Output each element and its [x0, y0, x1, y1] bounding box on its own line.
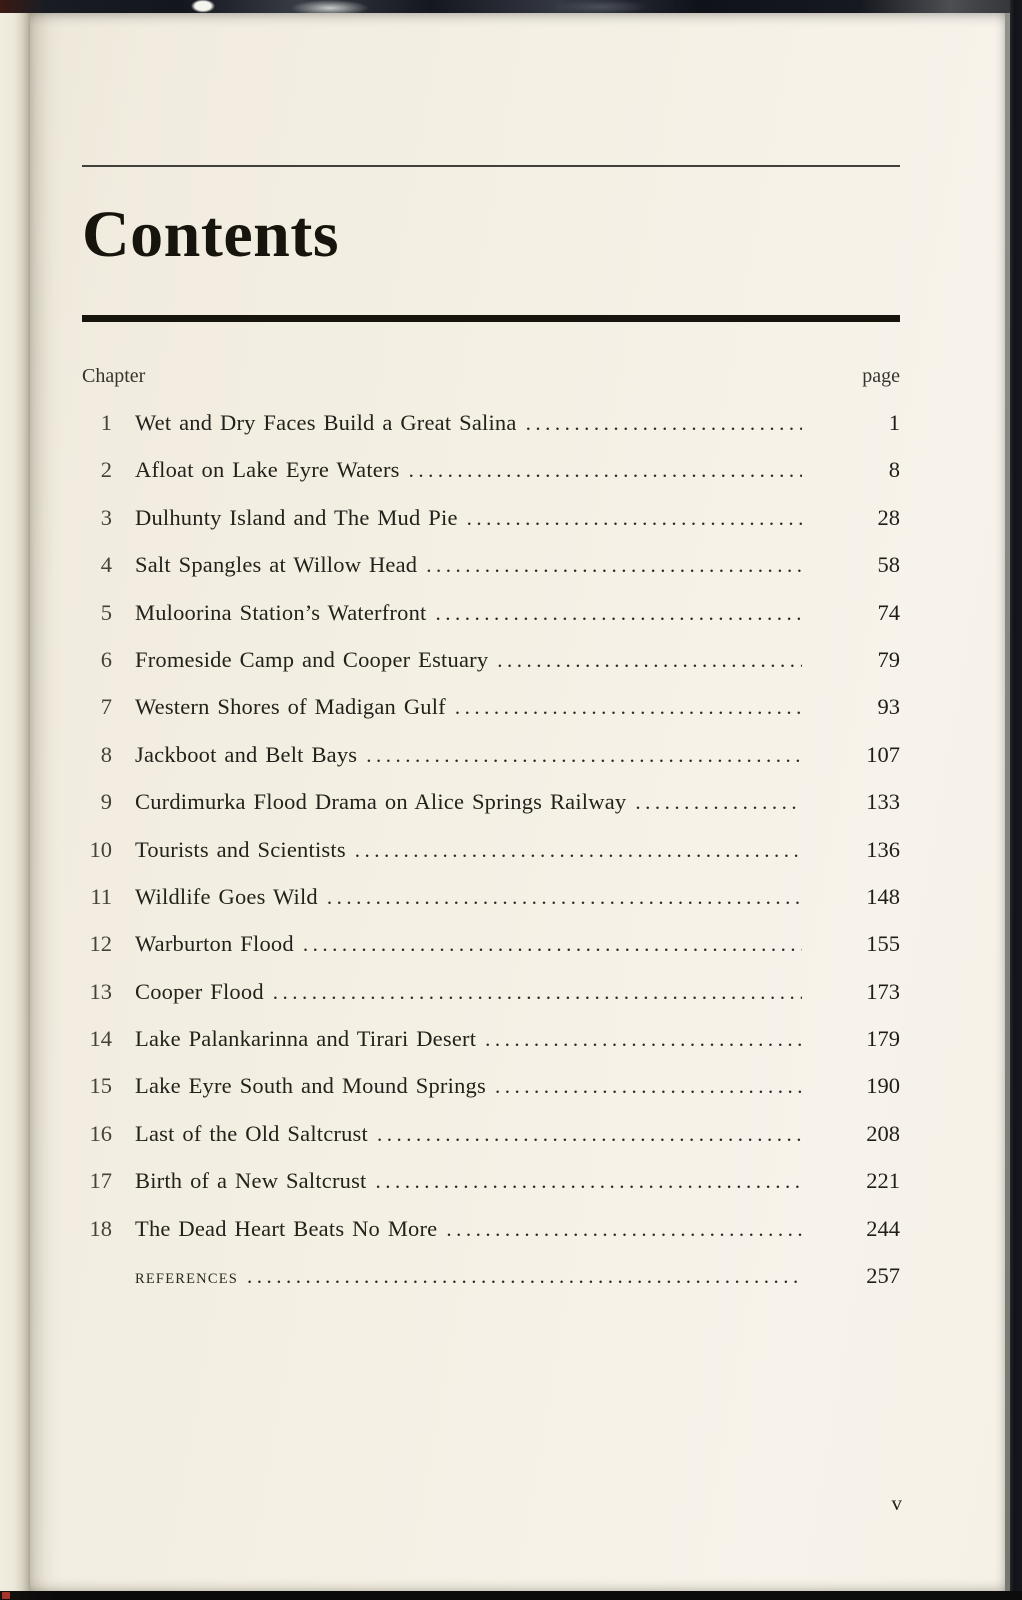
chapter-number: 17 [89, 1168, 112, 1194]
dot-leader [485, 1027, 802, 1052]
toc-entry [82, 588, 900, 635]
page-number: 155 [866, 931, 900, 957]
chapter-title: The Dead Heart Beats No More [135, 1215, 438, 1241]
chapter-title: Wildlife Goes Wild [135, 883, 318, 909]
dot-leader [355, 838, 802, 863]
chapter-number: 12 [89, 931, 112, 957]
dot-leader [273, 980, 802, 1005]
page-number: 244 [866, 1215, 900, 1241]
page-title: Contents [82, 198, 340, 271]
chapter-title: Lake Eyre South and Mound Springs [135, 1073, 486, 1099]
page-number: 208 [866, 1120, 900, 1146]
dot-leader [455, 695, 802, 720]
chapter-number: 10 [89, 836, 112, 862]
dot-leader [495, 1074, 802, 1099]
page-number: 1 [888, 410, 900, 435]
page-number: 136 [866, 836, 900, 862]
chapter-title: Dulhunty Island and The Mud Pie [135, 504, 458, 530]
chapter-title: Warburton Flood [135, 931, 294, 957]
dot-leader [377, 1122, 802, 1147]
scan-edge-top [0, 0, 1022, 13]
dot-leader [497, 648, 802, 673]
dot-leader [467, 506, 802, 531]
toc-entry [82, 777, 900, 824]
references-label: REFERENCES [135, 1271, 239, 1288]
page-column-label: page [862, 365, 900, 387]
chapter-title: Birth of a New Saltcrust [135, 1168, 367, 1194]
toc-entry [82, 635, 900, 682]
toc-entry [82, 872, 900, 919]
chapter-title: Afloat on Lake Eyre Waters [135, 457, 400, 483]
chapter-number: 1 [100, 410, 112, 435]
dot-leader [327, 885, 802, 910]
chapter-title: Last of the Old Saltcrust [135, 1120, 368, 1146]
dot-leader [426, 553, 802, 578]
toc-entry [82, 540, 900, 587]
page-number: 107 [866, 741, 900, 767]
scan-edge-right [1010, 0, 1022, 1600]
page-number: 148 [866, 883, 900, 909]
dot-leader [409, 458, 802, 483]
page-number: 179 [866, 1026, 900, 1052]
chapter-title: Curdimurka Flood Drama on Alice Springs Railway [135, 789, 627, 815]
dot-leader [366, 743, 802, 768]
chapter-number: 16 [89, 1120, 112, 1146]
chapter-number: 7 [100, 694, 112, 720]
toc-entry [82, 1061, 900, 1108]
chapter-number: 4 [100, 552, 112, 578]
chapter-number: 9 [100, 789, 112, 815]
page-number: 28 [877, 504, 900, 530]
page-number: 79 [877, 646, 900, 672]
chapter-number: 14 [89, 1026, 112, 1052]
toc-entry [82, 919, 900, 966]
toc-entry [82, 398, 900, 445]
top-rule [82, 165, 900, 167]
page-number: 173 [866, 978, 900, 1004]
chapter-number: 2 [100, 457, 112, 483]
toc-entry [82, 1156, 900, 1203]
toc-entry [82, 825, 900, 872]
scan-edge-bottom [0, 1591, 1022, 1600]
dot-leader [303, 932, 802, 957]
chapter-title: Wet and Dry Faces Build a Great Salina [135, 410, 517, 435]
dot-leader [376, 1169, 802, 1194]
chapter-number: 11 [90, 883, 112, 909]
page-number: 221 [866, 1168, 900, 1194]
red-corner-mark [2, 1592, 10, 1599]
page-number: 8 [888, 457, 900, 483]
chapter-column-label: Chapter [82, 365, 146, 387]
page-number: 190 [866, 1073, 900, 1099]
column-headers [82, 364, 900, 388]
dot-leader [635, 790, 802, 815]
title-rule [82, 315, 900, 322]
chapter-number: 18 [89, 1215, 112, 1241]
page-number: 74 [877, 599, 900, 625]
chapter-title: Tourists and Scientists [135, 836, 346, 862]
page-number: 257 [866, 1263, 900, 1289]
dot-leader [526, 411, 802, 436]
folio: v [891, 1491, 902, 1515]
contents-page [30, 13, 1005, 1591]
toc-entry [82, 1014, 900, 1061]
chapter-number: 13 [89, 978, 112, 1004]
toc-entry [82, 1109, 900, 1156]
chapter-title: Cooper Flood [135, 978, 264, 1004]
dot-leader [247, 1264, 802, 1289]
chapter-title: Salt Spangles at Willow Head [135, 552, 418, 578]
toc-entry [82, 967, 900, 1014]
references-entry [82, 1251, 900, 1298]
chapter-number: 8 [100, 741, 112, 767]
toc-entry [82, 682, 900, 729]
page-number: 58 [877, 552, 900, 578]
facing-page-edge [0, 13, 30, 1591]
chapter-number: 6 [100, 646, 112, 672]
chapter-number: 15 [89, 1073, 112, 1099]
toc-entry [82, 730, 900, 777]
toc-entry [82, 1204, 900, 1251]
chapter-number: 5 [100, 599, 112, 625]
table-of-contents [82, 398, 900, 1298]
page-number: 133 [866, 789, 900, 815]
chapter-title: Muloorina Station’s Waterfront [135, 599, 427, 625]
chapter-title: Lake Palankarinna and Tirari Desert [135, 1026, 477, 1052]
chapter-title: Western Shores of Madigan Gulf [135, 694, 446, 720]
toc-entry [82, 493, 900, 540]
dot-leader [435, 601, 802, 626]
chapter-number: 3 [100, 504, 112, 530]
dot-leader [446, 1217, 802, 1242]
toc-entry [82, 445, 900, 492]
chapter-title: Jackboot and Belt Bays [135, 741, 358, 767]
chapter-title: Fromeside Camp and Cooper Estuary [135, 646, 489, 672]
page-number: 93 [877, 694, 900, 720]
